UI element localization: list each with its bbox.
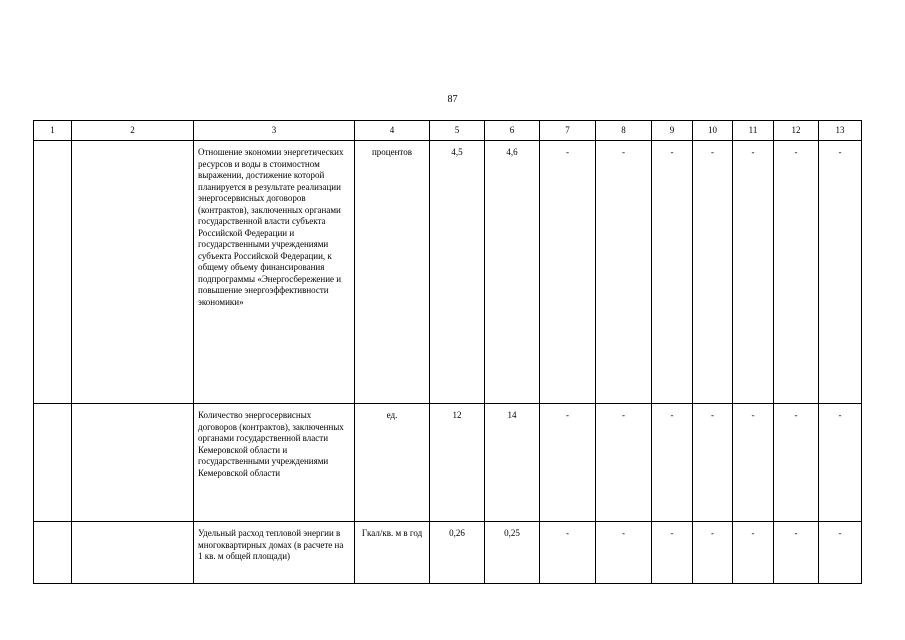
value-col7: - <box>540 141 596 404</box>
value-col8: - <box>596 404 652 522</box>
value-col9: - <box>652 522 693 584</box>
value-col10: - <box>693 522 733 584</box>
indicator-name: Количество энергосервисных договоров (контрактов), заключенных органами государственной власти Кемеровской области и государственными учреждениями Кемеровской области <box>194 404 355 522</box>
value-col13: - <box>819 522 862 584</box>
indicator-name: Удельный расход тепловой энергии в многоквартирных домах (в расчете на 1 кв. м общей площади) <box>194 522 355 584</box>
value-col10: - <box>693 141 733 404</box>
column-header: 5 <box>430 121 485 141</box>
value-col10: - <box>693 404 733 522</box>
value-col12: - <box>774 141 819 404</box>
value-col6: 4,6 <box>485 141 540 404</box>
cell-col1 <box>34 141 72 404</box>
value-col7: - <box>540 522 596 584</box>
table-row <box>34 522 862 584</box>
column-header: 6 <box>485 121 540 141</box>
value-col13: - <box>819 404 862 522</box>
value-col11: - <box>733 141 774 404</box>
value-col7: - <box>540 404 596 522</box>
value-col6: 0,25 <box>485 522 540 584</box>
column-header: 2 <box>72 121 194 141</box>
value-col11: - <box>733 404 774 522</box>
page-number: 87 <box>447 94 458 105</box>
value-col13: - <box>819 141 862 404</box>
column-header: 11 <box>733 121 774 141</box>
column-header: 1 <box>34 121 72 141</box>
cell-col1 <box>34 522 72 584</box>
column-header: 3 <box>194 121 355 141</box>
indicator-name: Отношение экономии энергетических ресурсов и воды в стоимостном выражении, достижение которой планируется в результате реализации энергосервисных договоров (контрактов), заключенных органами государственной власти субъекта Российской Федерации и государственными учреждениями субъекта Российской Федерации, к общему объему финансирования подпрограммы «Энергосбережение и повышение энергоэффективности экономики» <box>194 141 355 404</box>
column-header: 7 <box>540 121 596 141</box>
column-number-row <box>34 121 862 141</box>
value-col12: - <box>774 522 819 584</box>
value-col5: 0,26 <box>430 522 485 584</box>
table-row <box>34 141 862 404</box>
unit: ед. <box>355 404 430 522</box>
value-col5: 4,5 <box>430 141 485 404</box>
cell-col2 <box>72 141 194 404</box>
column-header: 10 <box>693 121 733 141</box>
value-col11: - <box>733 522 774 584</box>
value-col12: - <box>774 404 819 522</box>
indicators-table <box>33 120 862 584</box>
cell-col1 <box>34 404 72 522</box>
value-col9: - <box>652 141 693 404</box>
value-col8: - <box>596 141 652 404</box>
column-header: 12 <box>774 121 819 141</box>
cell-col2 <box>72 522 194 584</box>
value-col9: - <box>652 404 693 522</box>
unit: Гкал/кв. м в год <box>355 522 430 584</box>
value-col5: 12 <box>430 404 485 522</box>
cell-col2 <box>72 404 194 522</box>
column-header: 4 <box>355 121 430 141</box>
column-header: 8 <box>596 121 652 141</box>
column-header: 13 <box>819 121 862 141</box>
table-row <box>34 404 862 522</box>
column-header: 9 <box>652 121 693 141</box>
value-col8: - <box>596 522 652 584</box>
value-col6: 14 <box>485 404 540 522</box>
unit: процентов <box>355 141 430 404</box>
